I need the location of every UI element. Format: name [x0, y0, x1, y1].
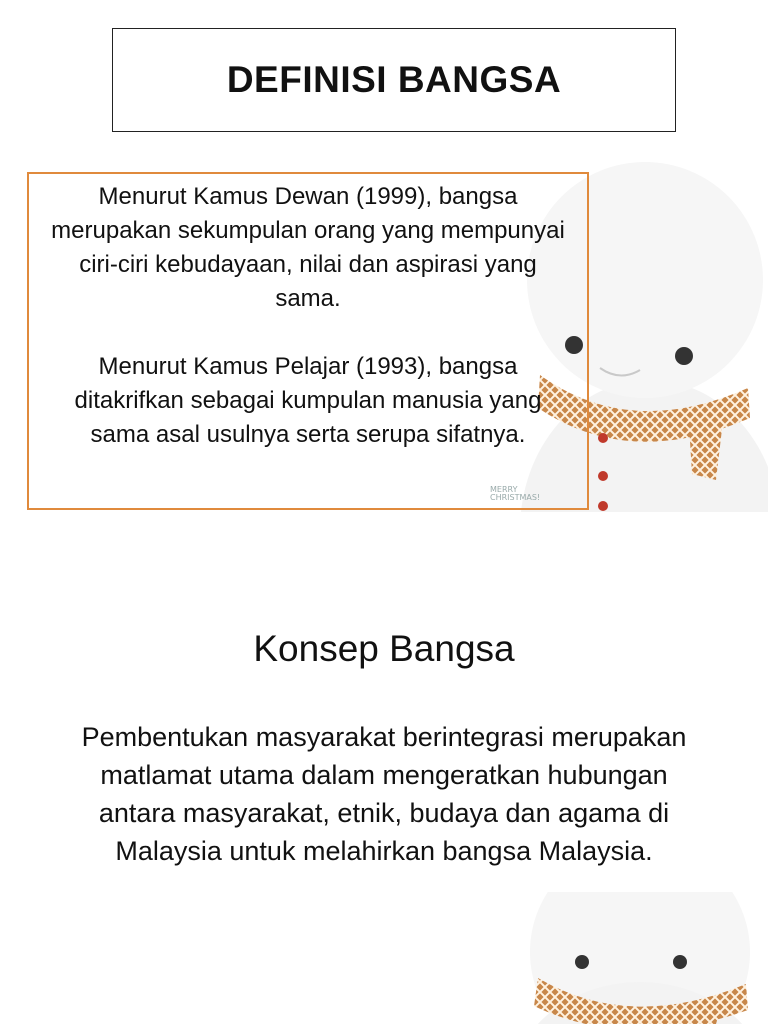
definition-box	[27, 172, 589, 510]
definition-paragraph: Menurut Kamus Dewan (1999), bangsa merupakan sekumpulan orang yang mempunyai ciri-ciri kebudayaan, nilai dan aspirasi yang sama.	[51, 183, 565, 312]
title-box	[112, 28, 676, 132]
merry-christmas-text: MERRY CHRISTMAS!	[490, 485, 541, 502]
slide-konsep-bangsa	[0, 512, 768, 1024]
slide-title: DEFINISI BANGSA	[226, 59, 562, 100]
konsep-body: Pembentukan masyarakat berintegrasi merupakan matlamat utama dalam mengeratkan hubungan antara masyarakat, etnik, budaya dan agama di Malaysia untuk melahirkan bangsa Malaysia.	[81, 722, 687, 866]
definition-paragraph: Menurut Kamus Pelajar (1993), bangsa ditakrifkan sebagai kumpulan manusia yang sama asal usulnya serta serupa sifatnya.	[74, 353, 542, 448]
konsep-title: Konsep Bangsa	[253, 628, 515, 669]
snowman-icon	[510, 892, 768, 1024]
